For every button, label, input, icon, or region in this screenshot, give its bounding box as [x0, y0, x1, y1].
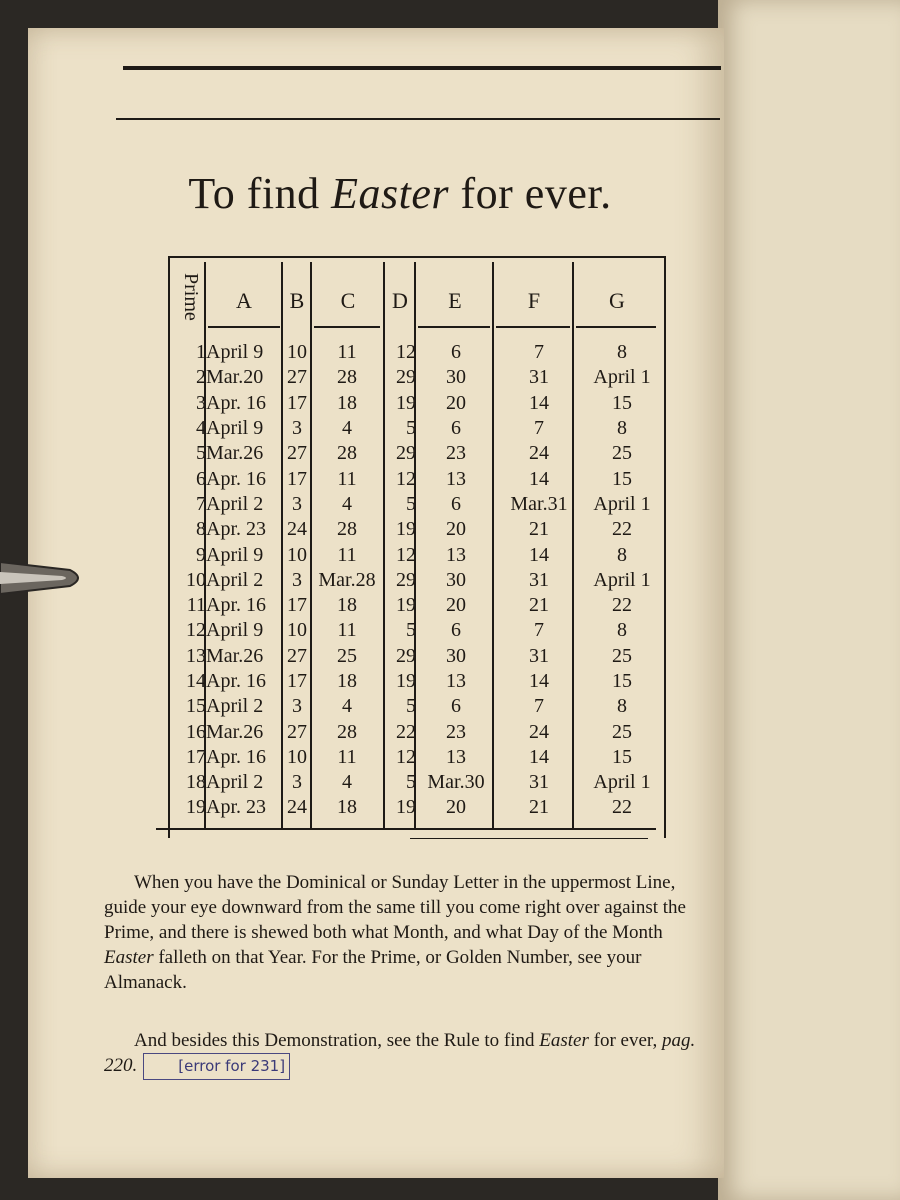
col-head-e: E [448, 288, 462, 313]
table-row [166, 416, 662, 441]
title-post: for ever. [448, 169, 612, 218]
cell-g: 8 [617, 341, 627, 364]
cell-c: 4 [342, 771, 352, 794]
title-pre: To find [188, 169, 332, 218]
cell-e: 30 [446, 644, 466, 667]
cell-f: 14 [529, 745, 549, 768]
table-bottom-rule-short [410, 838, 648, 839]
paragraph2-text-b: for ever, [588, 1030, 662, 1051]
cell-a: April 2 [206, 492, 264, 515]
second-rule [116, 118, 720, 120]
cell-a: April 2 [206, 695, 264, 718]
cell-e: Mar.30 [427, 771, 485, 794]
cell-a: Mar.26 [206, 720, 264, 743]
cell-g: 8 [617, 543, 627, 566]
cell-prime: 9 [196, 543, 206, 566]
cell-c: 11 [337, 619, 357, 642]
cell-d: 19 [396, 594, 416, 617]
cell-e: 20 [446, 594, 466, 617]
top-rule [123, 66, 721, 70]
cell-g: April 1 [593, 492, 651, 515]
cell-c: 18 [337, 594, 357, 617]
easter-table [166, 340, 662, 821]
cell-e: 23 [446, 720, 466, 743]
cell-g: 15 [612, 745, 632, 768]
cell-prime: 2 [196, 366, 206, 389]
cell-d: 5 [406, 619, 416, 642]
cell-a: Apr. 23 [206, 796, 266, 819]
table-row [166, 466, 662, 491]
cell-prime: 16 [186, 720, 206, 743]
table-bottom-rule [156, 828, 656, 830]
cell-e: 20 [446, 518, 466, 541]
col-head-a: A [236, 288, 252, 313]
col-head-g: G [609, 288, 625, 313]
cell-g: 22 [612, 796, 632, 819]
cell-prime: 3 [196, 391, 206, 414]
cell-prime: 11 [186, 594, 206, 617]
cell-c: Mar.28 [318, 568, 376, 591]
cell-a: April 9 [206, 341, 264, 364]
table-row [166, 644, 662, 669]
cell-e: 30 [446, 366, 466, 389]
cell-f: 24 [529, 720, 549, 743]
cell-c: 28 [337, 366, 357, 389]
cell-d: 19 [396, 391, 416, 414]
cell-prime: 17 [186, 745, 206, 768]
cell-d: 22 [396, 720, 416, 743]
cell-b: 3 [292, 492, 302, 515]
table-row [166, 593, 662, 618]
cell-a: Apr. 16 [206, 391, 266, 414]
cell-b: 27 [287, 442, 307, 465]
cell-f: 31 [529, 568, 549, 591]
cell-f: 24 [529, 442, 549, 465]
cell-prime: 18 [186, 771, 206, 794]
reference-paragraph [104, 1028, 714, 1080]
cell-c: 4 [342, 695, 352, 718]
table-row [166, 441, 662, 466]
cell-e: 13 [446, 543, 466, 566]
col-head-f: F [527, 288, 541, 313]
table-row [166, 618, 662, 643]
cell-d: 12 [396, 467, 416, 490]
cell-d: 29 [396, 442, 416, 465]
table-row [166, 795, 662, 820]
cell-d: 12 [396, 745, 416, 768]
cell-d: 29 [396, 568, 416, 591]
table-row [166, 365, 662, 390]
table-row [166, 517, 662, 542]
cell-prime: 12 [186, 619, 206, 642]
cell-a: April 9 [206, 619, 264, 642]
paragraph2-text-a: And besides this Demonstration, see the Rule to find [134, 1030, 540, 1051]
cell-prime: 5 [196, 442, 206, 465]
cell-b: 27 [287, 644, 307, 667]
table-row [166, 568, 662, 593]
cell-b: 24 [287, 796, 307, 819]
cell-f: 21 [529, 518, 549, 541]
table-row [166, 492, 662, 517]
paragraph1-text-a: When you have the Dominical or Sunday Letter in the uppermost Line, guide your eye downward from the same till you come right over against the Prime, and there is shewed both what Month, and what Day of the Month [104, 872, 686, 943]
cell-d: 29 [396, 644, 416, 667]
cell-a: Apr. 16 [206, 467, 266, 490]
cell-e: 6 [451, 695, 461, 718]
cell-e: 6 [451, 341, 461, 364]
cell-d: 5 [406, 417, 416, 440]
cell-f: 7 [534, 619, 544, 642]
table-row [166, 694, 662, 719]
cell-g: April 1 [593, 771, 651, 794]
cell-c: 28 [337, 442, 357, 465]
cell-prime: 8 [196, 518, 206, 541]
cell-g: April 1 [593, 568, 651, 591]
cell-prime: 7 [196, 492, 206, 515]
cell-e: 30 [446, 568, 466, 591]
cell-g: April 1 [593, 366, 651, 389]
cell-g: 25 [612, 720, 632, 743]
cell-prime: 10 [186, 568, 206, 591]
paragraph2-emph: Easter [539, 1030, 589, 1051]
cell-g: 25 [612, 442, 632, 465]
cell-g: 15 [612, 467, 632, 490]
cell-b: 17 [287, 467, 307, 490]
cell-c: 18 [337, 796, 357, 819]
cell-b: 10 [287, 745, 307, 768]
table-row [166, 669, 662, 694]
cell-b: 17 [287, 391, 307, 414]
cell-b: 27 [287, 720, 307, 743]
cell-c: 11 [337, 745, 357, 768]
cell-f: 14 [529, 670, 549, 692]
cell-e: 13 [446, 467, 466, 490]
cell-e: 23 [446, 442, 466, 465]
cell-prime: 4 [196, 417, 206, 440]
cell-prime: 15 [186, 695, 206, 718]
cell-f: 21 [529, 594, 549, 617]
cell-e: 20 [446, 391, 466, 414]
cell-c: 28 [337, 518, 357, 541]
cell-a: Apr. 16 [206, 745, 266, 768]
cell-f: 31 [529, 366, 549, 389]
cell-b: 27 [287, 366, 307, 389]
head-underline-g [576, 326, 656, 328]
cell-f: 7 [534, 695, 544, 718]
cell-f: 14 [529, 391, 549, 414]
cell-b: 10 [287, 619, 307, 642]
cell-b: 17 [287, 594, 307, 617]
cell-d: 12 [396, 543, 416, 566]
page-title [100, 168, 700, 219]
head-underline-e [418, 326, 490, 328]
cell-prime: 19 [186, 796, 206, 819]
cell-g: 8 [617, 695, 627, 718]
cell-b: 24 [287, 518, 307, 541]
table-row [166, 391, 662, 416]
cell-d: 19 [396, 796, 416, 819]
cell-prime: 14 [186, 670, 206, 692]
cell-a: Mar.20 [206, 366, 264, 389]
cell-d: 29 [396, 366, 416, 389]
cell-e: 6 [451, 417, 461, 440]
cell-g: 8 [617, 417, 627, 440]
cell-d: 5 [406, 695, 416, 718]
cell-c: 11 [337, 543, 357, 566]
paragraph1-text-b: falleth on that Year. For the Prime, or Golden Number, see your Almanack. [104, 947, 642, 993]
cell-f: Mar.31 [510, 492, 568, 515]
prime-header: Prime [180, 273, 202, 321]
cell-prime: 13 [186, 644, 206, 667]
cell-a: April 9 [206, 543, 264, 566]
page-reference: pag. 220. [104, 1030, 696, 1076]
cell-a: April 9 [206, 417, 264, 440]
cell-d: 5 [406, 492, 416, 515]
cell-b: 10 [287, 341, 307, 364]
cell-a: Mar.26 [206, 644, 264, 667]
cell-d: 5 [406, 771, 416, 794]
col-head-d: D [392, 288, 408, 313]
cell-f: 14 [529, 467, 549, 490]
head-underline-c [314, 326, 380, 328]
table-row [166, 745, 662, 770]
instruction-paragraph [104, 870, 714, 995]
cell-g: 15 [612, 670, 632, 692]
cell-b: 17 [287, 670, 307, 692]
cell-f: 31 [529, 644, 549, 667]
cell-c: 11 [337, 467, 357, 490]
cell-c: 11 [337, 341, 357, 364]
cell-c: 18 [337, 391, 357, 414]
cell-g: 8 [617, 619, 627, 642]
cell-d: 19 [396, 670, 416, 692]
cell-a: Mar.26 [206, 442, 264, 465]
cell-g: 15 [612, 391, 632, 414]
cell-a: Apr. 16 [206, 594, 266, 617]
cell-f: 7 [534, 417, 544, 440]
cell-f: 7 [534, 341, 544, 364]
table-row [166, 719, 662, 744]
cell-e: 13 [446, 670, 466, 692]
cell-c: 25 [337, 644, 357, 667]
table-row [166, 770, 662, 795]
metal-bookmark-clip [0, 552, 86, 604]
paragraph1-emph: Easter [104, 947, 154, 968]
cell-f: 21 [529, 796, 549, 819]
cell-e: 13 [446, 745, 466, 768]
cell-a: April 2 [206, 771, 264, 794]
cell-d: 19 [396, 518, 416, 541]
facing-page [718, 0, 900, 1200]
table-row [166, 542, 662, 567]
cell-b: 3 [292, 568, 302, 591]
cell-e: 20 [446, 796, 466, 819]
cell-prime: 1 [196, 341, 206, 364]
cell-c: 4 [342, 417, 352, 440]
cell-c: 28 [337, 720, 357, 743]
cell-a: Apr. 23 [206, 518, 266, 541]
cell-g: 22 [612, 594, 632, 617]
cell-e: 6 [451, 492, 461, 515]
cell-b: 10 [287, 543, 307, 566]
cell-c: 18 [337, 670, 357, 692]
cell-e: 6 [451, 619, 461, 642]
cell-b: 3 [292, 771, 302, 794]
title-emph: Easter [331, 169, 449, 218]
table-row [166, 340, 662, 365]
col-head-c: C [340, 288, 356, 313]
cell-g: 22 [612, 518, 632, 541]
col-head-b: B [289, 288, 305, 313]
cell-a: April 2 [206, 568, 264, 591]
cell-g: 25 [612, 644, 632, 667]
cell-f: 31 [529, 771, 549, 794]
cell-f: 14 [529, 543, 549, 566]
cell-a: Apr. 16 [206, 670, 266, 692]
cell-b: 3 [292, 695, 302, 718]
head-underline-f [496, 326, 570, 328]
cell-b: 3 [292, 417, 302, 440]
cell-prime: 6 [196, 467, 206, 490]
handwritten-note: [error for 231] [143, 1053, 290, 1080]
cell-d: 12 [396, 341, 416, 364]
cell-c: 4 [342, 492, 352, 515]
head-underline-a [208, 326, 280, 328]
